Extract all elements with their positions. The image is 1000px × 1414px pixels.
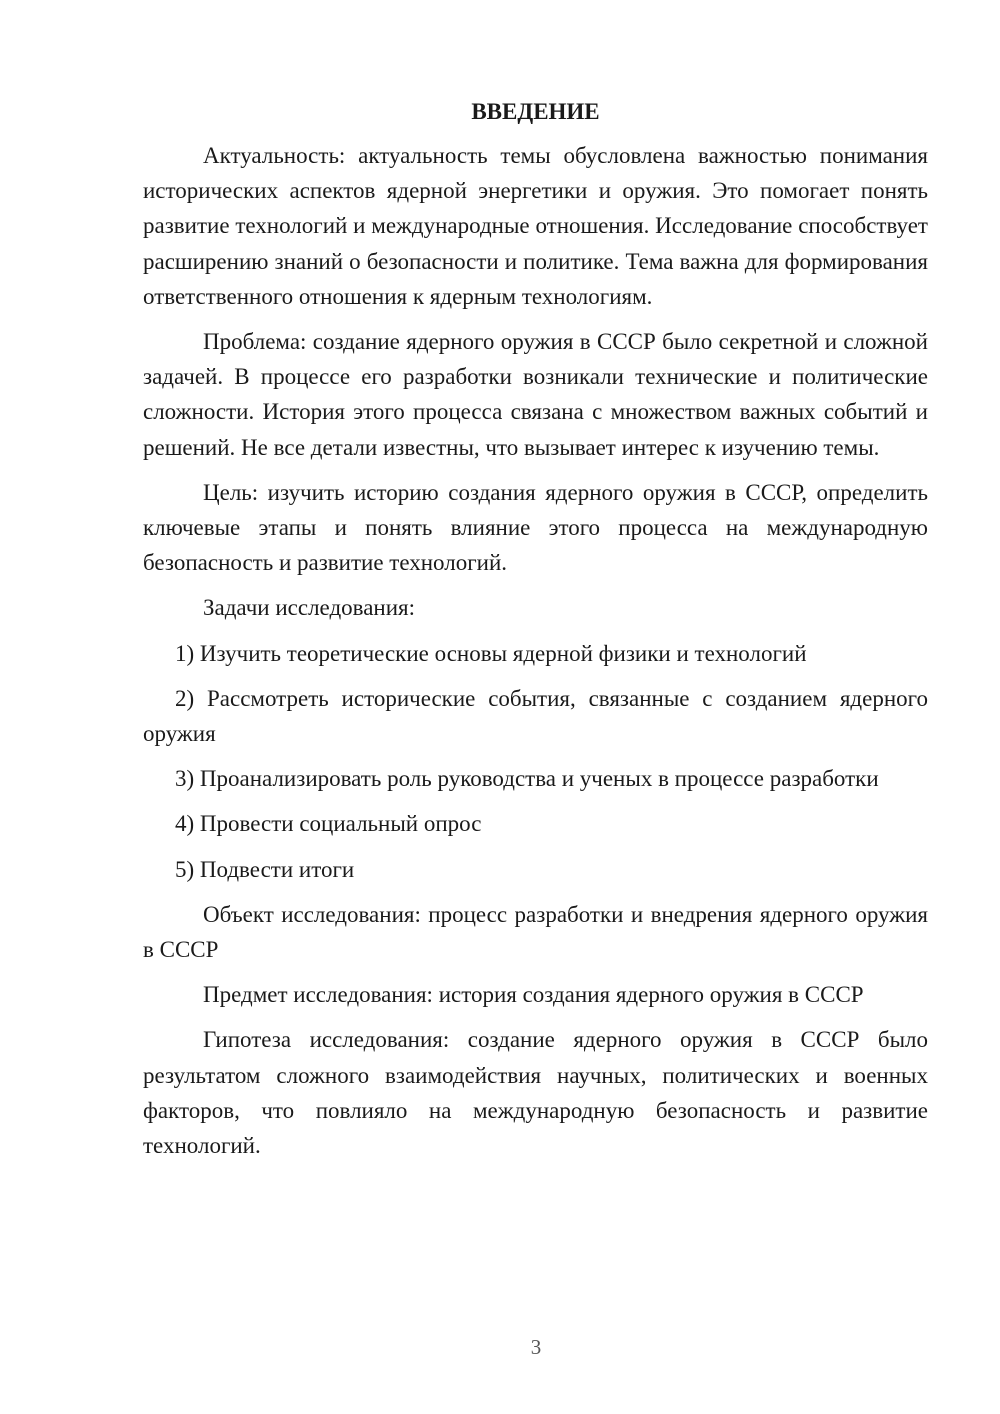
paragraph-goal: Цель: изучить историю создания ядерного оружия в СССР, определить ключевые этапы и понять влияние этого процесса на международную безопасность и развитие технологий. xyxy=(143,479,928,576)
paragraph-hypothesis: Гипотеза исследования: создание ядерного оружия в СССР было результатом сложного взаимодействия научных, политических и военных факторов, что повлияло на международную безопасность и развитие технологий. xyxy=(143,1027,928,1159)
section-title: ВВЕДЕНИЕ xyxy=(471,99,600,124)
task-item: 1) Изучить теоретические основы ядерной физики и технологий xyxy=(175,640,807,666)
document-body xyxy=(143,94,928,1163)
task-item: 2) Рассмотреть исторические события, связанные с созданием ядерного оружия xyxy=(143,685,928,747)
paragraph-object: Объект исследования: процесс разработки и внедрения ядерного оружия в СССР xyxy=(143,901,928,963)
task-item: 3) Проанализировать роль руководства и ученых в процессе разработки xyxy=(175,766,879,792)
paragraph-subject: Предмет исследования: история создания ядерного оружия в СССР xyxy=(203,982,864,1008)
paragraph-relevance: Актуальность: актуальность темы обусловлена важностью понимания исторических аспектов ядерной энергетики и оружия. Это помогает понять развитие технологий и международные отношения. Исследование способствует расширению знаний о безопасности и политике. Тема важна для формирования ответственного отношения к ядерным технологиям. xyxy=(143,143,928,309)
page-number: 3 xyxy=(530,1335,542,1359)
paragraph-problem: Проблема: создание ядерного оружия в СССР было секретной и сложной задачей. В процессе его разработки возникали технические и политические сложности. История этого процесса связана с множеством важных событий и решений. Не все детали известны, что вызывает интерес к изучению темы. xyxy=(143,329,928,460)
paragraph-tasks-heading: Задачи исследования: xyxy=(203,595,416,621)
task-item: 5) Подвести итоги xyxy=(175,856,355,882)
task-item: 4) Провести социальный опрос xyxy=(175,811,482,837)
